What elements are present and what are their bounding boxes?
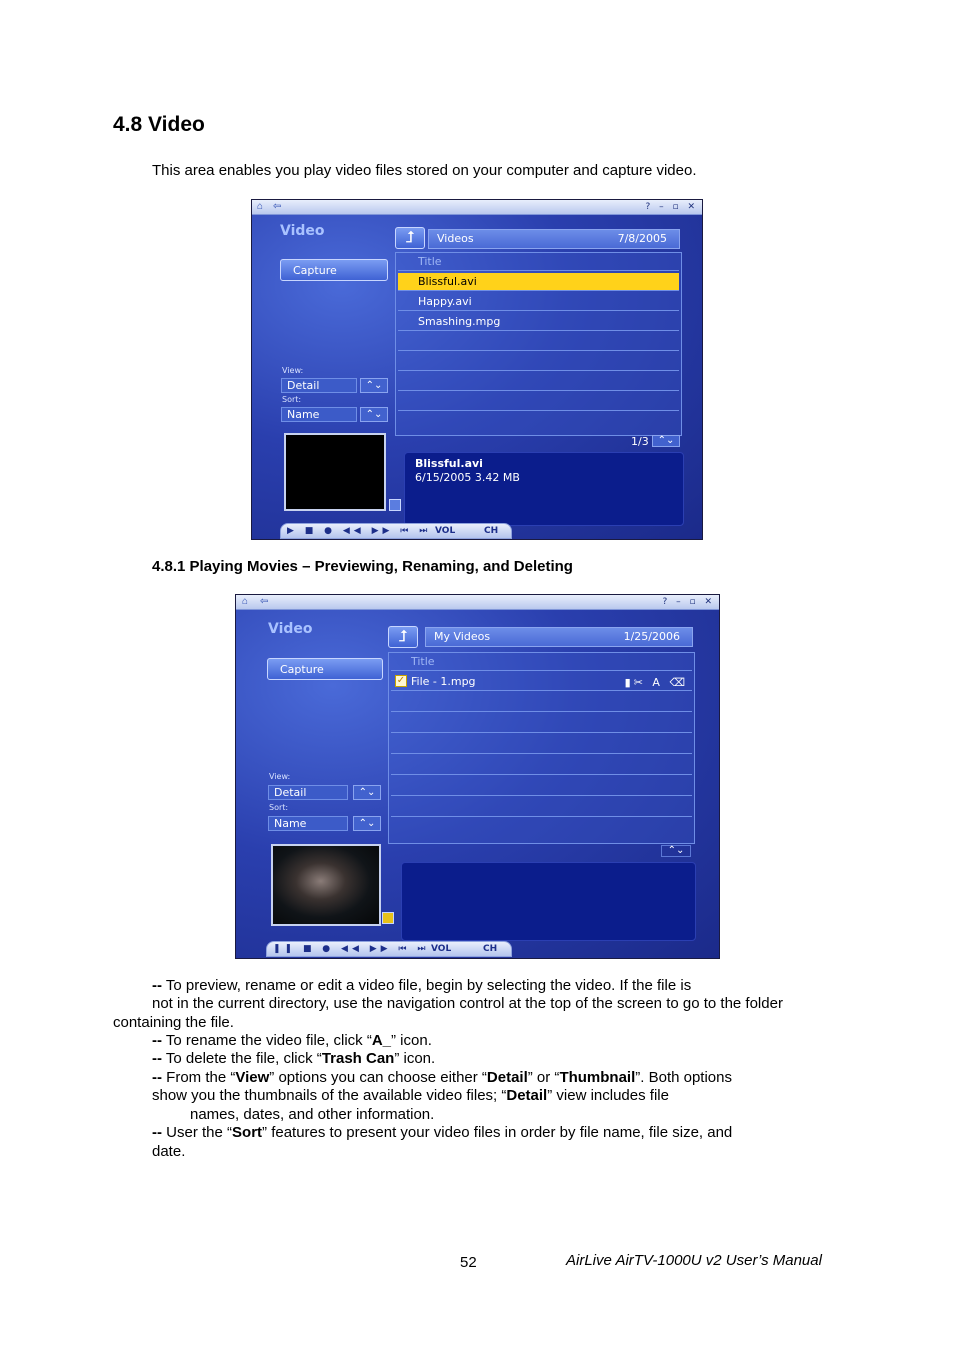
playback-controls (266, 941, 512, 957)
sort-arrows-icon[interactable]: ⌃⌄ (360, 407, 388, 422)
section-title: 4.8 Video (113, 113, 205, 136)
playback-buttons-icon[interactable]: ▶ ■ ● ◀◀ ▶▶ ⏮ ⏭ (287, 526, 432, 536)
view-arrows-icon[interactable]: ⌃⌄ (353, 785, 381, 800)
subsection-title: 4.8.1 Playing Movies – Previewing, Renaming, and Deleting (152, 558, 573, 575)
volume-label[interactable]: VOL (431, 944, 452, 954)
list-item[interactable]: Happy.avi (398, 293, 679, 311)
list-item[interactable] (391, 820, 692, 838)
view-dropdown[interactable]: Detail (281, 378, 357, 393)
instruction-sort (152, 1124, 732, 1143)
instruction-delete (152, 1050, 435, 1069)
folder-bar (425, 627, 693, 647)
sort-label: Sort: (282, 395, 302, 404)
instruction-text: To delete the file, click “ (162, 1050, 322, 1067)
instruction-text: ” view includes file (547, 1087, 669, 1104)
list-item[interactable] (398, 413, 679, 431)
folder-bar (428, 229, 680, 249)
file-list (395, 252, 682, 436)
title-bar (236, 595, 719, 610)
instruction-text-line: date. (152, 1143, 186, 1160)
channel-label[interactable]: CH (483, 944, 498, 954)
video-screenshot-2 (235, 594, 720, 959)
dash: -- (152, 1032, 162, 1049)
instruction-text: ” or “ (527, 1069, 560, 1086)
list-item[interactable] (391, 715, 692, 733)
folder-date: 1/25/2006 (623, 630, 680, 643)
info-panel (404, 452, 684, 526)
list-item[interactable] (391, 736, 692, 754)
up-folder-button[interactable]: ⮥ (395, 227, 425, 249)
info-panel (401, 862, 696, 941)
sort-arrows-icon[interactable]: ⌃⌄ (353, 816, 381, 831)
file-list (388, 652, 695, 844)
info-file-meta: 6/15/2005 3.42 MB (415, 471, 520, 484)
detail-term: Detail (506, 1087, 548, 1104)
capture-button[interactable]: Capture (267, 658, 383, 680)
list-item[interactable] (398, 333, 679, 351)
instruction-view (152, 1069, 732, 1088)
view-label: View: (282, 366, 304, 375)
dash: -- (152, 1124, 162, 1141)
instruction-text-line: not in the current directory, use the navigation control at the top of the screen to go to the folder (152, 995, 783, 1012)
fullscreen-icon[interactable] (382, 912, 394, 924)
list-item[interactable] (391, 757, 692, 775)
home-icon[interactable]: ⌂ (242, 596, 249, 607)
instruction-text: show you the thumbnails of the available video files; “ (152, 1087, 507, 1104)
dash: -- (152, 1069, 162, 1086)
up-folder-button[interactable]: ⮥ (388, 626, 418, 648)
dash: -- (152, 977, 162, 994)
title-bar (252, 200, 702, 215)
rename-term: A_ (371, 1032, 392, 1049)
list-item[interactable] (391, 694, 692, 712)
view-dropdown[interactable]: Detail (268, 785, 348, 800)
view-label: View: (269, 772, 291, 781)
list-item[interactable]: Blissful.avi (398, 273, 679, 291)
video-preview-thumbnail[interactable] (271, 844, 381, 926)
sort-term: Sort (232, 1124, 263, 1141)
instruction-text: ” features to present your video files in order by file name, file size, and (262, 1124, 733, 1141)
window-controls-icon[interactable]: ? – ▫ ✕ (662, 597, 715, 607)
video-screenshot-1 (251, 199, 703, 540)
trash-term: Trash Can (321, 1050, 395, 1067)
instruction-rename (152, 1032, 432, 1051)
playback-controls (280, 523, 512, 539)
fullscreen-icon[interactable] (389, 499, 401, 511)
instruction-text: From the “ (162, 1069, 236, 1086)
video-preview[interactable] (284, 433, 386, 511)
list-item[interactable] (398, 393, 679, 411)
volume-label[interactable]: VOL (435, 526, 456, 536)
info-file-name: Blissful.avi (415, 457, 483, 470)
instruction-view-cont (152, 1087, 669, 1106)
list-item[interactable] (391, 673, 692, 691)
edit-rename-delete-icons[interactable]: ▮✂ A ⌫ (624, 676, 688, 689)
folder-name: My Videos (434, 630, 491, 643)
intro-paragraph: This area enables you play video files stored on your computer and capture video. (152, 162, 697, 179)
folder-date: 7/8/2005 (617, 232, 667, 245)
instruction-preview (152, 977, 842, 996)
list-item[interactable] (391, 778, 692, 796)
view-term: View (235, 1069, 270, 1086)
sort-dropdown[interactable]: Name (268, 816, 348, 831)
list-item[interactable] (398, 373, 679, 391)
list-item[interactable] (398, 353, 679, 371)
detail-term: Detail (486, 1069, 528, 1086)
window-controls-icon[interactable]: ? – ▫ ✕ (645, 202, 698, 212)
instruction-text: To preview, rename or edit a video file, begin by selecting the video. If the file is (162, 977, 692, 994)
instruction-text: ”. Both options (635, 1069, 732, 1086)
instruction-text-line: names, dates, and other information. (190, 1106, 435, 1123)
instruction-text: To rename the video file, click “ (162, 1032, 372, 1049)
playback-buttons-icon[interactable]: ❚❚ ■ ● ◀◀ ▶▶ ⏮ ⏭ (273, 944, 430, 954)
instruction-text: ” icon. (391, 1032, 432, 1049)
home-icon[interactable]: ⌂ (257, 201, 264, 212)
channel-label[interactable]: CH (484, 526, 499, 536)
page-indicator: 1/3 (631, 435, 649, 448)
sort-label: Sort: (269, 803, 289, 812)
thumbnail-term: Thumbnail (559, 1069, 636, 1086)
capture-button[interactable]: Capture (280, 259, 388, 281)
instruction-text: ” icon. (394, 1050, 436, 1067)
list-item-label: File - 1.mpg (411, 675, 476, 688)
instruction-text: ” options you can choose either “ (269, 1069, 487, 1086)
manual-title: AirLive AirTV-1000U v2 User’s Manual (566, 1252, 822, 1269)
column-header-title[interactable]: Title (398, 253, 679, 271)
instruction-text: User the “ (162, 1124, 233, 1141)
list-item[interactable]: Smashing.mpg (398, 313, 679, 331)
back-arrow-icon[interactable]: ⇦ (260, 596, 269, 607)
column-header-title[interactable]: Title (391, 653, 692, 671)
view-arrows-icon[interactable]: ⌃⌄ (360, 378, 388, 393)
page-title: Video (268, 621, 313, 637)
page-title: Video (280, 223, 325, 239)
page-arrows-icon[interactable]: ⌃⌄ (661, 845, 691, 857)
back-arrow-icon[interactable]: ⇦ (273, 201, 282, 212)
sort-dropdown[interactable]: Name (281, 407, 357, 422)
dash: -- (152, 1050, 162, 1067)
folder-name: Videos (437, 232, 474, 245)
instruction-text-line: containing the file. (113, 1014, 234, 1031)
checkbox-icon[interactable]: ✓ (396, 675, 406, 686)
list-item[interactable] (391, 799, 692, 817)
page-number: 52 (460, 1254, 477, 1271)
page-arrows-icon[interactable]: ⌃⌄ (652, 435, 680, 447)
